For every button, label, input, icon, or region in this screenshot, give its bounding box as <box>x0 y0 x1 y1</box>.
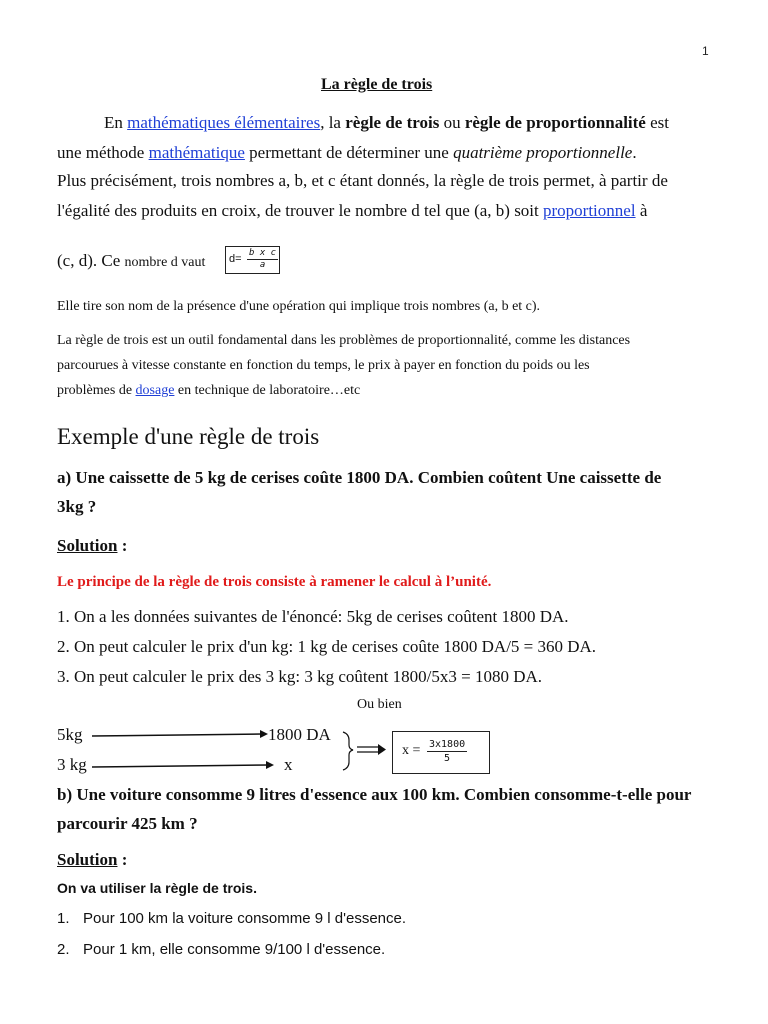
step-a-2: 2. On peut calculer le prix d'un kg: 1 kg de cerises coûte 1800 DA/5 = 360 DA. <box>57 637 597 656</box>
formula-lhs: d= <box>229 253 242 265</box>
paragraph-origin: Elle tire son nom de la présence d'une opération qui implique trois nombres (a, b et c). <box>57 299 541 314</box>
question-a-line-2: 3kg ? <box>57 497 97 516</box>
paragraph-usage-line-2: parcourues à vitesse constante en fonction du temps, le prix à payer en fonction du poids ou les <box>57 358 590 373</box>
diagram-right-1: 1800 DA <box>268 725 331 744</box>
intro-text: ou <box>439 113 465 132</box>
implies-head <box>378 744 386 755</box>
page-title: La règle de trois <box>321 76 433 93</box>
intro-text: , la <box>320 113 346 132</box>
diagram-right-2: x <box>284 755 293 774</box>
solution-b-label <box>57 850 127 870</box>
list-text: Pour 1 km, elle consomme 9/100 l d'essence. <box>83 941 386 958</box>
intro-text: à <box>635 201 648 220</box>
intro-text: . <box>632 143 637 162</box>
arrow-head-1 <box>260 730 268 738</box>
solution-word: Solution <box>57 536 118 555</box>
solution-word: Solution <box>57 850 118 869</box>
link-proportionnel[interactable]: proportionnel <box>543 201 636 220</box>
intro-text: (c, d). Ce <box>57 251 125 270</box>
usage-text: en technique de laboratoire…etc <box>174 383 361 398</box>
result-numerator: 3x1800 <box>429 739 466 750</box>
paragraph-usage-line-1: La règle de trois est un outil fondamental dans les problèmes de proportionnalité, comme les distances <box>57 333 631 348</box>
principle-statement: Le principe de la règle de trois consiste à ramener le calcul à l’unité. <box>57 574 492 590</box>
arrow-line-1 <box>92 734 262 736</box>
step-a-1: 1. On a les données suivantes de l'énoncé: 5kg de cerises coûtent 1800 DA. <box>57 607 569 626</box>
question-b-line-2: parcourir 425 km ? <box>57 814 198 833</box>
right-brace <box>343 732 353 770</box>
question-a-line-1: a) Une caissette de 5 kg de cerises coûte 1800 DA. Combien coûtent Une caissette de <box>57 468 662 487</box>
ou-bien-label: Ou bien <box>357 697 402 712</box>
intro-line-3: Plus précisément, trois nombres a, b, et c étant donnés, la règle de trois permet, à partir de <box>57 171 668 190</box>
intro-text: une méthode <box>57 143 149 162</box>
intro-text: l'égalité des produits en croix, de trouver le nombre d tel que (a, b) soit <box>57 201 544 220</box>
solution-b-intro: On va utiliser la règle de trois. <box>57 880 257 896</box>
diagram-left-2: 3 kg <box>57 755 87 774</box>
step-b-2 <box>57 941 385 958</box>
link-mathematique[interactable]: mathématique <box>148 143 245 162</box>
intro-text: est <box>645 113 669 132</box>
intro-text: En <box>104 113 128 132</box>
diagram-left-1: 5kg <box>57 725 83 744</box>
solution-colon: : <box>117 850 128 869</box>
term-quatrieme-proportionnelle: quatrième proportionnelle <box>453 143 633 162</box>
list-number: 1. <box>57 910 70 927</box>
page-number: 1 <box>702 44 709 58</box>
list-number: 2. <box>57 941 70 958</box>
result-box <box>392 731 490 774</box>
term-regle-proportionnalite: règle de proportionnalité <box>464 113 646 132</box>
solution-colon: : <box>117 536 128 555</box>
intro-text: permettant de déterminer une <box>244 143 454 162</box>
arrow-head-2 <box>266 761 274 769</box>
arrow-line-2 <box>92 765 268 767</box>
intro-text: nombre d vaut <box>124 255 206 270</box>
list-text: Pour 100 km la voiture consomme 9 l d'essence. <box>83 910 407 927</box>
link-mathematiques-elementaires[interactable]: mathématiques élémentaires <box>127 113 321 132</box>
result-denominator: 5 <box>444 753 451 764</box>
term-regle-de-trois: règle de trois <box>345 113 440 132</box>
step-a-3: 3. On peut calculer le prix des 3 kg: 3 kg coûtent 1800/5x3 = 1080 DA. <box>57 667 543 686</box>
result-lhs: x = <box>402 743 421 758</box>
result-fraction <box>427 738 467 765</box>
section-heading: Exemple d'une règle de trois <box>57 424 320 449</box>
link-dosage[interactable]: dosage <box>135 383 175 398</box>
usage-text: problèmes de <box>57 383 136 398</box>
formula-denominator: a <box>259 260 266 270</box>
step-b-1 <box>57 910 406 927</box>
formula-numerator: b x c <box>249 248 277 258</box>
question-b-line-1: b) Une voiture consomme 9 litres d'essence aux 100 km. Combien consomme-t-elle pour <box>57 785 692 804</box>
